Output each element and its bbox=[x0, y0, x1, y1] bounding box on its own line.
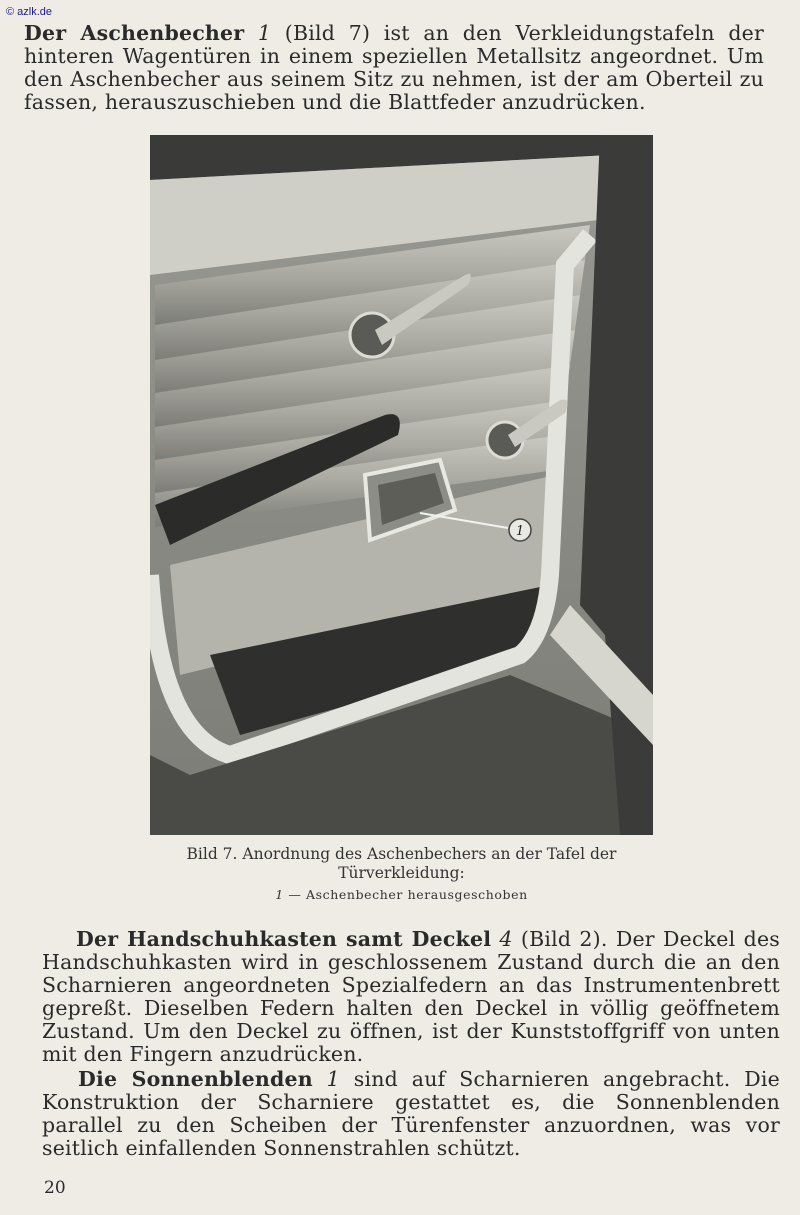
legend-number: 1 bbox=[275, 887, 284, 902]
page-number: 20 bbox=[44, 1178, 66, 1198]
door-panel-illustration bbox=[150, 135, 653, 835]
ref-number: 1 bbox=[326, 1067, 340, 1091]
figure-door-panel-photo bbox=[150, 135, 653, 835]
figure-legend bbox=[150, 885, 653, 904]
ref-number: 1 bbox=[257, 21, 272, 45]
term-glovebox: Der Handschuhkasten samt Deckel bbox=[76, 927, 492, 951]
legend-text: — Aschenbecher herausgeschoben bbox=[283, 887, 528, 902]
paragraph-text: (Bild 7) ist an den Verkleidungstafeln der hinteren Wagentüren in einem speziellen Metallsitz angeordnet. Um den Aschenbecher aus seinem Sitz zu nehmen, ist der am Oberteil zu fassen, herauszuschieben und die Blattfeder anzudrücken. bbox=[24, 21, 764, 114]
ref-number: 4 bbox=[499, 927, 513, 951]
callout-number: 1 bbox=[515, 524, 525, 539]
paragraph-sunvisors bbox=[42, 1068, 780, 1160]
term-ashtray: Der Aschenbecher bbox=[24, 21, 245, 45]
figure-caption: Bild 7. Anordnung des Aschenbechers an der Tafel der Türverkleidung: bbox=[186, 845, 617, 882]
paragraph-glovebox bbox=[42, 928, 780, 1066]
paragraph-text: (Bild 2). Der Deckel des Handschuhkasten wird in geschlossenem Zustand durch die an den Scharnieren angeordneten Spezialfedern an das Instrumentenbrett gepreßt. Dieselben Federn halten den Deckel in völlig geöffnetem Zustand. Um den Deckel zu öffnen, ist der Kunststoffgriff von unten mit den Fingern anzudrücken. bbox=[42, 927, 780, 1066]
term-sunvisors: Die Sonnenblenden bbox=[78, 1067, 313, 1091]
watermark: © azlk.de bbox=[6, 6, 53, 18]
paragraph-ashtray bbox=[24, 22, 764, 114]
paragraph-text: sind auf Scharnieren angebracht. Die Konstruktion der Scharniere gestattet es, die Sonnenblenden parallel zu den Scheiben der Türenfenster anzuordnen, was vor seitlich einfallenden Sonnenstrahlen schützt. bbox=[42, 1067, 781, 1160]
